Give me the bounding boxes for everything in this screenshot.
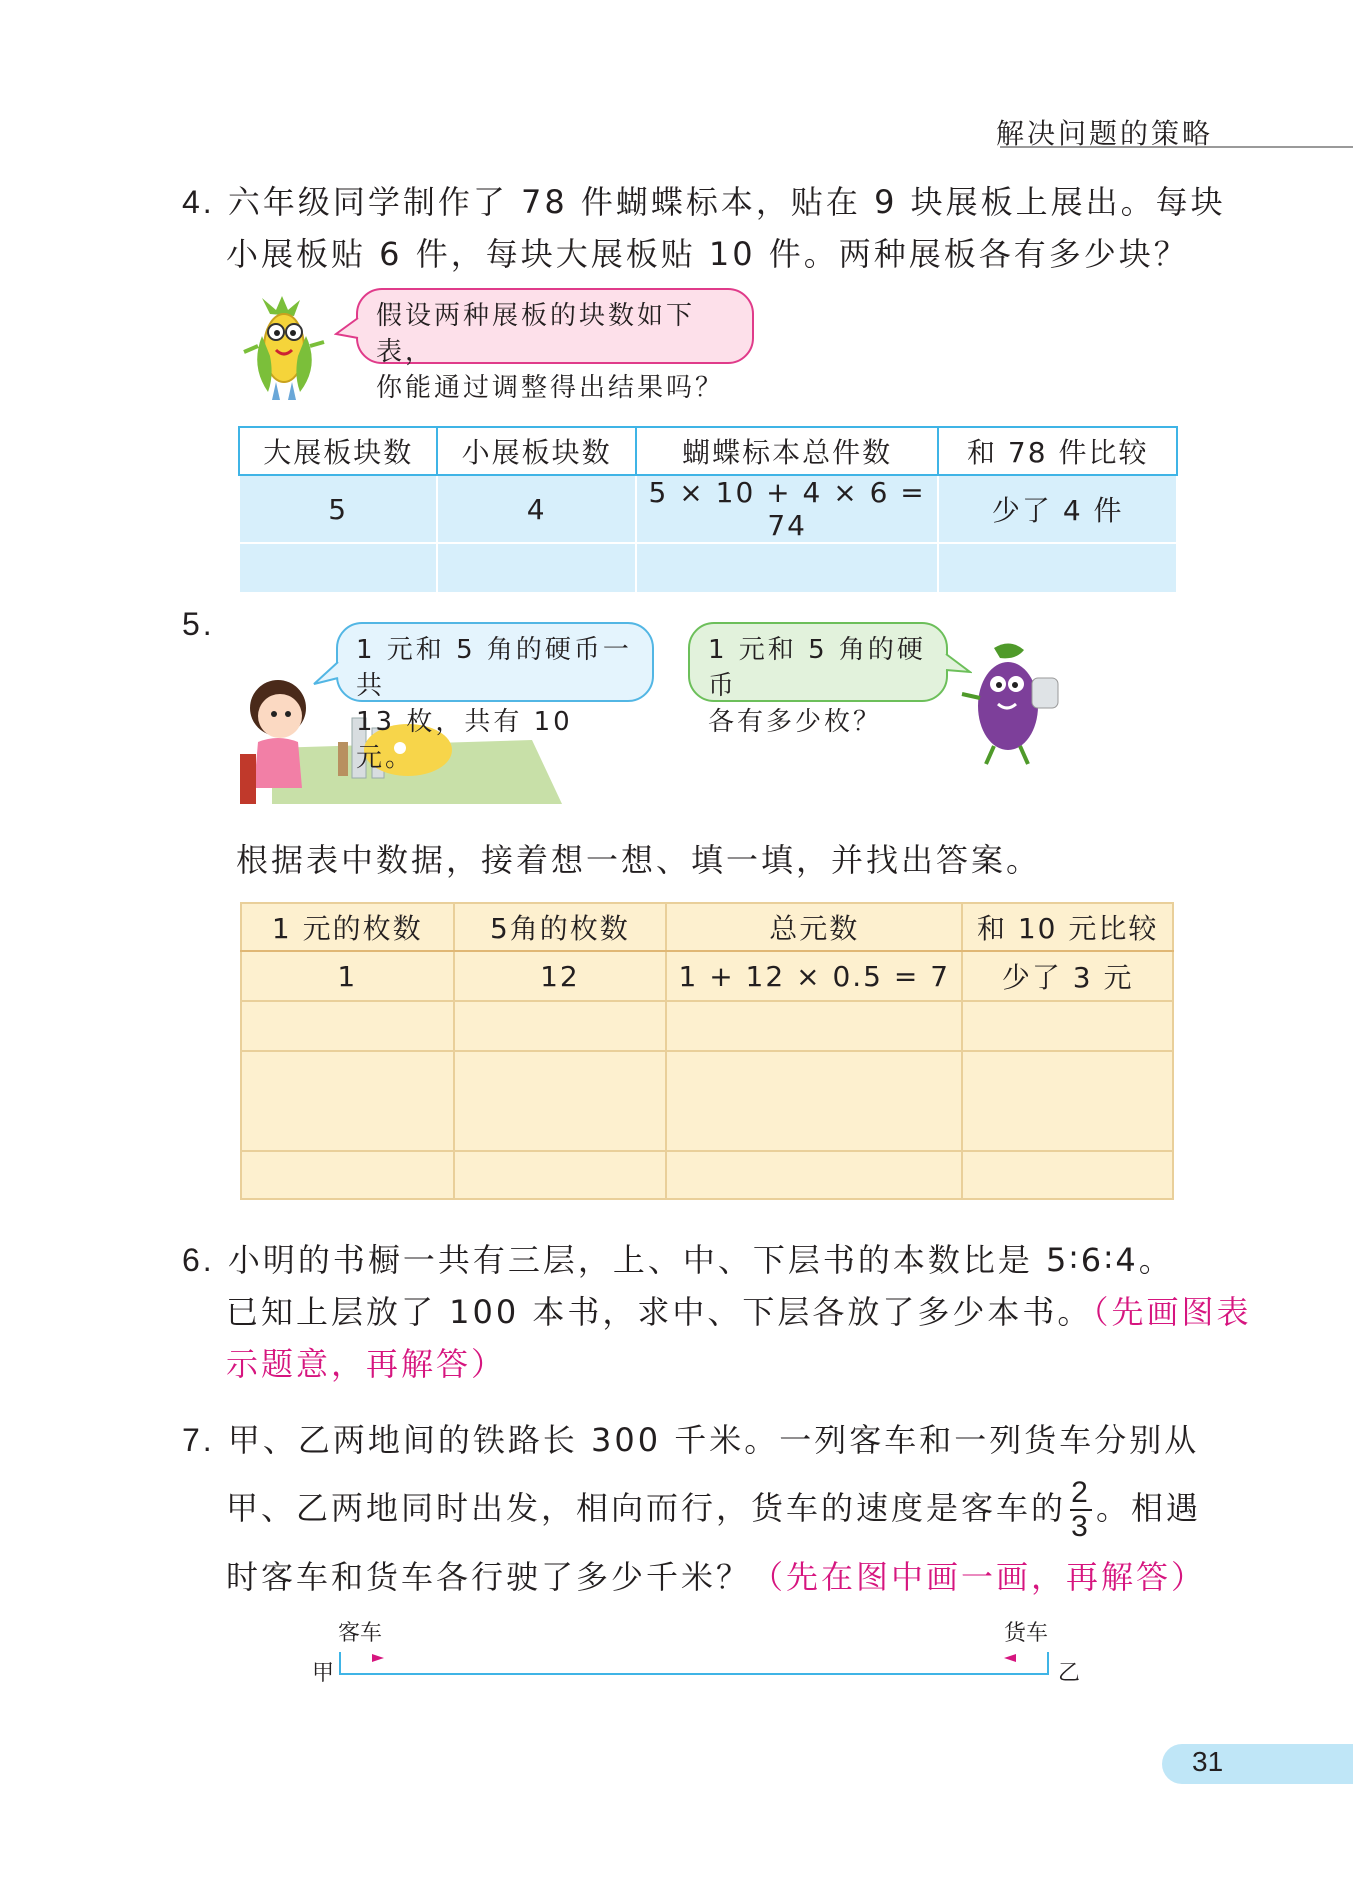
speech-bubble-eggplant-line2: 各有多少枚？: [708, 707, 883, 737]
table-cell-blank[interactable]: [239, 543, 437, 593]
table-cell-blank[interactable]: [454, 1151, 667, 1199]
table-cell-blank[interactable]: [962, 1151, 1173, 1199]
problem-7-line2: 甲、乙两地同时出发，相向而行，货车的速度是客车的: [226, 1489, 1067, 1527]
table-header-cell: 1 元的枚数: [241, 903, 454, 951]
page-number-tab: [1162, 1744, 1353, 1784]
problem-7-hint: （先在图中画一画，再解答）: [751, 1558, 1207, 1596]
table-cell-blank[interactable]: [636, 543, 939, 593]
problem-5-instruction: 根据表中数据，接着想一想、填一填，并找出答案。: [236, 841, 1042, 879]
problem-7: [182, 1406, 1206, 1611]
speech-bubble-corn-line2: 你能通过调整得出结果吗？: [376, 373, 725, 403]
problem-7-line2-end: 。相遇: [1096, 1489, 1202, 1527]
page-number: 31: [1192, 1746, 1224, 1777]
table-header-row: [241, 903, 1173, 951]
railway-segment-diagram: [336, 1646, 1054, 1682]
table-cell: 5: [239, 475, 437, 543]
speech-bubble-corn-line1: 假设两种展板的块数如下表，: [376, 301, 696, 367]
problem-6: [182, 1234, 1251, 1390]
table-header-cell: 大展板块数: [239, 427, 437, 475]
table-cell: 5 × 10 + 4 × 6 = 74: [636, 475, 939, 543]
speech-bubble-girl-line1: 1 元和 5 角的硬币一共: [356, 635, 632, 701]
table-header-row: [239, 427, 1177, 475]
arrow-left-icon: [1004, 1654, 1016, 1662]
table-cell-blank[interactable]: [666, 1051, 962, 1151]
table-cell-blank[interactable]: [454, 1051, 667, 1151]
table-cell-blank[interactable]: [962, 1001, 1173, 1051]
label-passenger-train: 客车: [338, 1621, 383, 1646]
table-cell: 4: [437, 475, 635, 543]
problem-6-line2: 已知上层放了 100 本书，求中、下层各放了多少本书。: [226, 1293, 1093, 1331]
problem-5-number: 5.: [182, 606, 215, 642]
fraction-two-thirds: [1070, 1477, 1092, 1543]
speech-bubble-girl: [336, 622, 654, 773]
table-cell-blank[interactable]: [241, 1151, 454, 1199]
label-jia: 甲: [312, 1661, 335, 1686]
label-yi: 乙: [1058, 1661, 1081, 1686]
fraction-numerator: 2: [1071, 1476, 1091, 1509]
problem-4-number: 4.: [182, 184, 215, 220]
speech-bubble-eggplant: [688, 622, 948, 737]
problem-7-number: 7.: [182, 1422, 215, 1458]
problem-6-number: 6.: [182, 1242, 215, 1278]
table-row: [241, 951, 1173, 1001]
speech-bubble-eggplant-line1: 1 元和 5 角的硬币: [708, 635, 926, 701]
problem-6-line1: 小明的书橱一共有三层，上、中、下层书的本数比是 5∶6∶4。: [227, 1241, 1174, 1279]
table-cell: 1 + 12 × 0.5 = 7: [666, 951, 962, 1001]
table-header-cell: 5角的枚数: [454, 903, 667, 951]
table-header-cell: 和 78 件比较: [938, 427, 1177, 475]
table-header-cell: 小展板块数: [437, 427, 635, 475]
table-display-boards: [238, 426, 1178, 594]
table-cell: 1: [241, 951, 454, 1001]
label-freight-train: 货车: [1004, 1621, 1049, 1646]
table-row: [239, 475, 1177, 543]
table-cell-blank[interactable]: [938, 543, 1177, 593]
chapter-title: 解决问题的策略: [995, 117, 1213, 150]
problem-7-line3: 时客车和货车各行驶了多少千米？: [226, 1558, 752, 1596]
problem-7-line1: 甲、乙两地间的铁路长 300 千米。一列客车和一列货车分别从: [227, 1421, 1200, 1459]
table-row: [239, 543, 1177, 593]
table-cell-blank[interactable]: [241, 1001, 454, 1051]
table-row: [241, 1051, 1173, 1151]
table-cell: 少了 3 元: [962, 951, 1173, 1001]
problem-4-line2: 小展板贴 6 件，每块大展板贴 10 件。两种展板各有多少块？: [226, 235, 1189, 273]
table-row: [241, 1001, 1173, 1051]
table-cell-blank[interactable]: [241, 1051, 454, 1151]
table-cell-blank[interactable]: [454, 1001, 667, 1051]
table-cell-blank[interactable]: [437, 543, 635, 593]
table-header-cell: 蝴蝶标本总件数: [636, 427, 939, 475]
eggplant-character-icon: [960, 638, 1070, 768]
corn-character-icon: [240, 296, 330, 406]
problem-4-line1: 六年级同学制作了 78 件蝴蝶标本，贴在 9 块展板上展出。每块: [227, 183, 1226, 221]
problem-6-hint: （先画图表: [1092, 1293, 1252, 1331]
table-coins: [240, 902, 1174, 1200]
speech-bubble-girl-line2: 13 枚，共有 10 元。: [356, 707, 573, 773]
table-header-cell: 和 10 元比较: [962, 903, 1173, 951]
table-cell-blank[interactable]: [666, 1151, 962, 1199]
header-rule: [1000, 146, 1353, 148]
problem-6-hint-cont: 示题意，再解答）: [226, 1345, 507, 1383]
table-row: [241, 1151, 1173, 1199]
table-header-cell: 总元数: [666, 903, 962, 951]
table-cell-blank[interactable]: [666, 1001, 962, 1051]
speech-bubble-corn: [356, 288, 754, 403]
bubble-tail-icon: [334, 316, 360, 342]
bubble-tail-icon: [312, 660, 340, 690]
table-cell-blank[interactable]: [962, 1051, 1173, 1151]
fraction-denominator: 3: [1071, 1510, 1091, 1543]
arrow-right-icon: [372, 1654, 384, 1662]
table-cell: 12: [454, 951, 667, 1001]
table-cell: 少了 4 件: [938, 475, 1177, 543]
problem-4: [182, 176, 1226, 280]
